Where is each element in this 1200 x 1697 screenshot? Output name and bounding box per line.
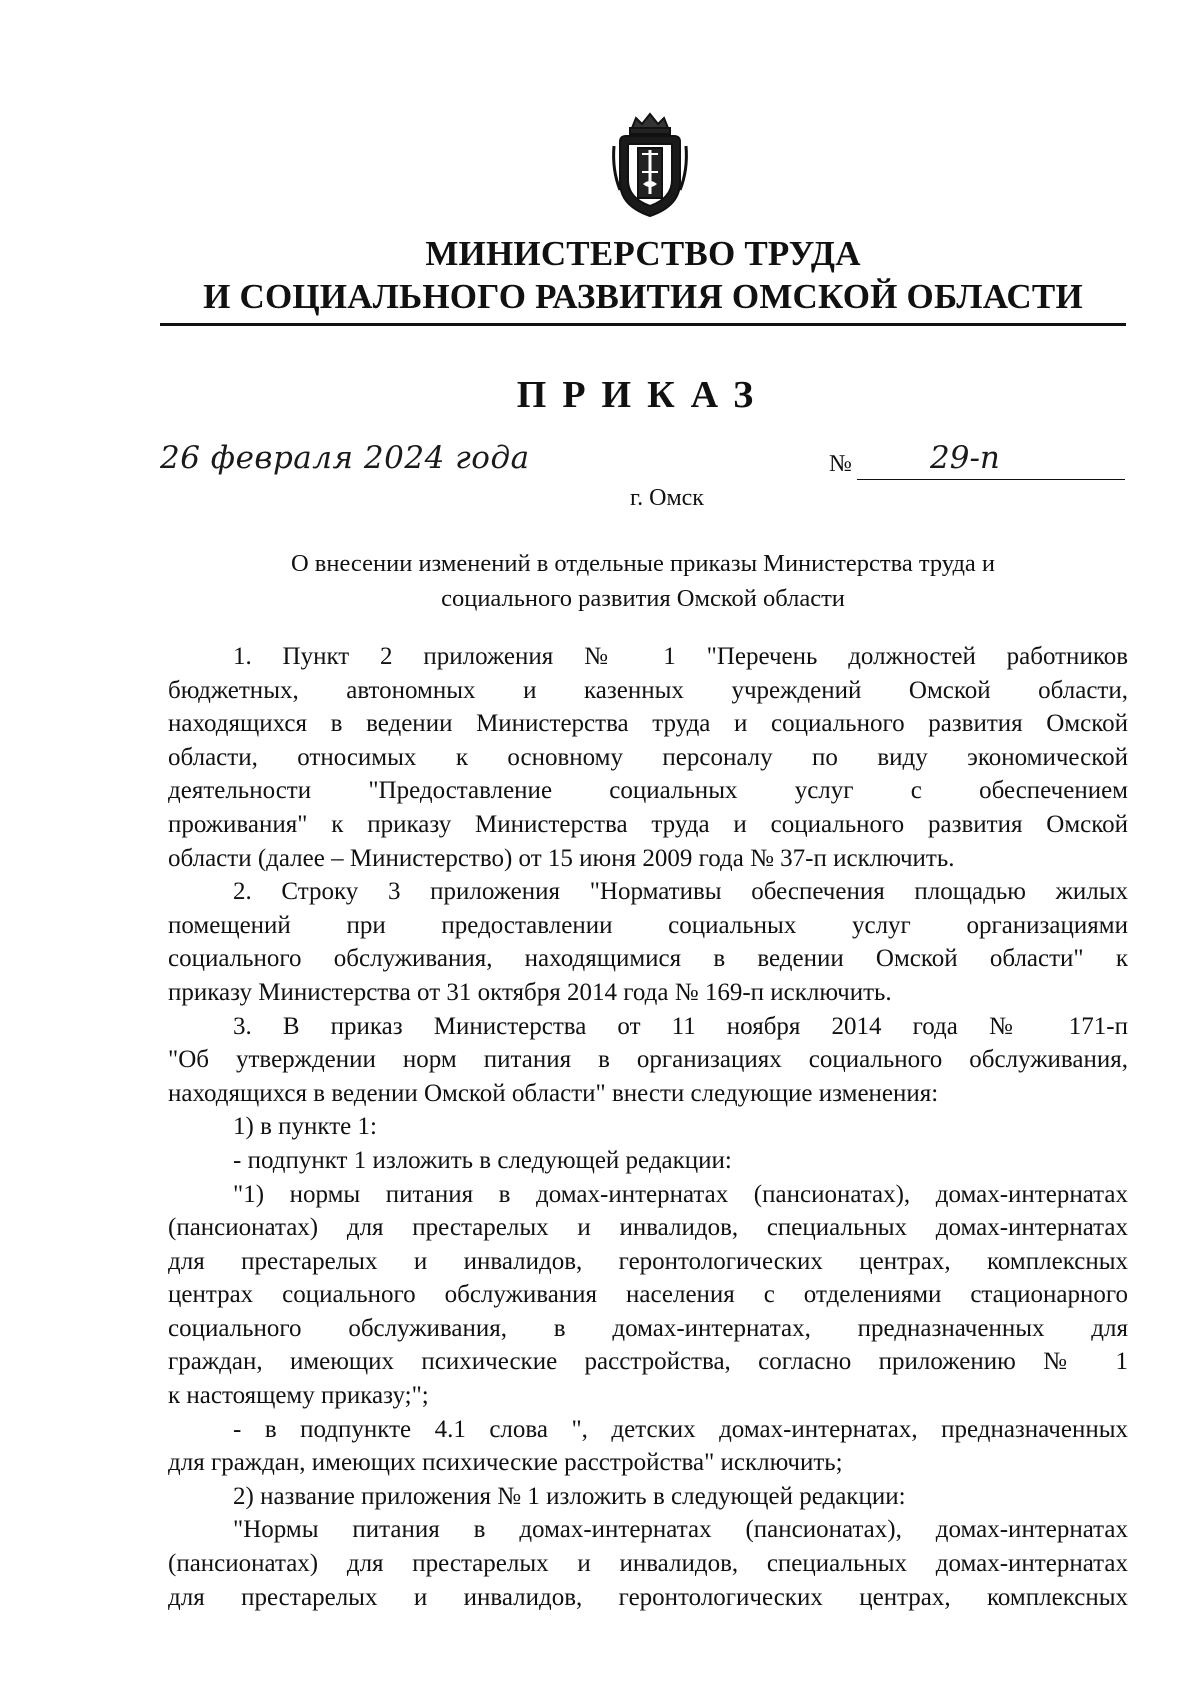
- number-label: №: [829, 451, 852, 477]
- body-line: области (далее – Министерство) от 15 июня 2009 года № 37-п исключить.: [168, 844, 955, 872]
- body-line: граждан, имеющих психические расстройства, согласно приложению № 1: [168, 1348, 1128, 1376]
- body-line: для граждан, имеющих психические расстройства" исключить;: [168, 1449, 843, 1477]
- body-line: социального обслуживания, в домах-интернатах, предназначенных для: [168, 1314, 1128, 1342]
- body-line: "Об утверждении норм питания в организациях социального обслуживания,: [168, 1046, 1128, 1074]
- title-line: социального развития Омской области: [441, 585, 845, 612]
- ministry-name-line1: МИНИСТЕРСТВО ТРУДА: [425, 234, 861, 273]
- body-line: области, относимых к основному персоналу по виду экономической: [168, 743, 1128, 771]
- body-line: "Нормы питания в домах-интернатах (пансионатах), домах-интернатах: [233, 1516, 1128, 1544]
- body-line: (пансионатах) для престарелых и инвалидов, специальных домах-интернатах: [168, 1214, 1128, 1242]
- body-line: 2. Строку 3 приложения "Нормативы обеспечения площадью жилых: [233, 878, 1128, 906]
- body-line: - в подпункте 4.1 слова ", детских домах-интернатах, предназначенных: [233, 1415, 1128, 1443]
- body-line: 1. Пункт 2 приложения № 1 "Перечень должностей работников: [233, 643, 1128, 670]
- body-line: (пансионатах) для престарелых и инвалидов, специальных домах-интернатах: [168, 1550, 1128, 1578]
- body-line: находящихся в ведении Омской области" внести следующие изменения:: [168, 1079, 939, 1107]
- handwritten-number: 29-п: [930, 440, 1000, 476]
- document-body: [168, 640, 1128, 1614]
- body-line: находящихся в ведении Министерства труда и социального развития Омской: [168, 710, 1128, 738]
- body-line: 2) название приложения № 1 изложить в следующей редакции:: [233, 1482, 906, 1510]
- body-line: деятельности "Предоставление социальных услуг с обеспечением: [168, 777, 1128, 805]
- body-line: для престарелых и инвалидов, геронтологических центрах, комплексных: [168, 1583, 1128, 1611]
- title-line: О внесении изменений в отдельные приказы Министерства труда и: [290, 550, 996, 577]
- city-label: г. Омск: [630, 485, 704, 511]
- omsk-coat-of-arms-icon: [610, 110, 690, 220]
- number-underline: [857, 479, 1125, 480]
- body-line: бюджетных, автономных и казенных учреждений Омской области,: [168, 676, 1128, 704]
- handwritten-date: 26 февраля 2024 года: [160, 440, 530, 476]
- body-line: "1) нормы питания в домах-интернатах (пансионатах), домах-интернатах: [233, 1180, 1128, 1208]
- document-title: [160, 546, 1126, 616]
- ministry-name-line2: И СОЦИАЛЬНОГО РАЗВИТИЯ ОМСКОЙ ОБЛАСТИ: [203, 277, 1083, 316]
- body-line: центрах социального обслуживания населения с отделениями стационарного: [168, 1281, 1128, 1309]
- body-line: к настоящему приказу;";: [168, 1382, 429, 1410]
- body-line: социального обслуживания, находящимися в ведении Омской области" к: [168, 945, 1128, 973]
- header-rule: [160, 323, 1126, 326]
- body-line: для престарелых и инвалидов, геронтологических центрах, комплексных: [168, 1247, 1128, 1275]
- body-line: - подпункт 1 изложить в следующей редакции:: [233, 1146, 732, 1174]
- body-line: приказу Министерства от 31 октября 2014 года № 169-п исключить.: [168, 978, 892, 1006]
- body-line: 1) в пункте 1:: [233, 1113, 377, 1141]
- body-line: 3. В приказ Министерства от 11 ноября 2014 года № 171-п: [233, 1012, 1128, 1040]
- body-line: помещений при предоставлении социальных услуг организациями: [168, 911, 1128, 939]
- body-line: проживания" к приказу Министерства труда и социального развития Омской: [168, 810, 1128, 838]
- document-type-heading: ПРИКАЗ: [516, 374, 770, 416]
